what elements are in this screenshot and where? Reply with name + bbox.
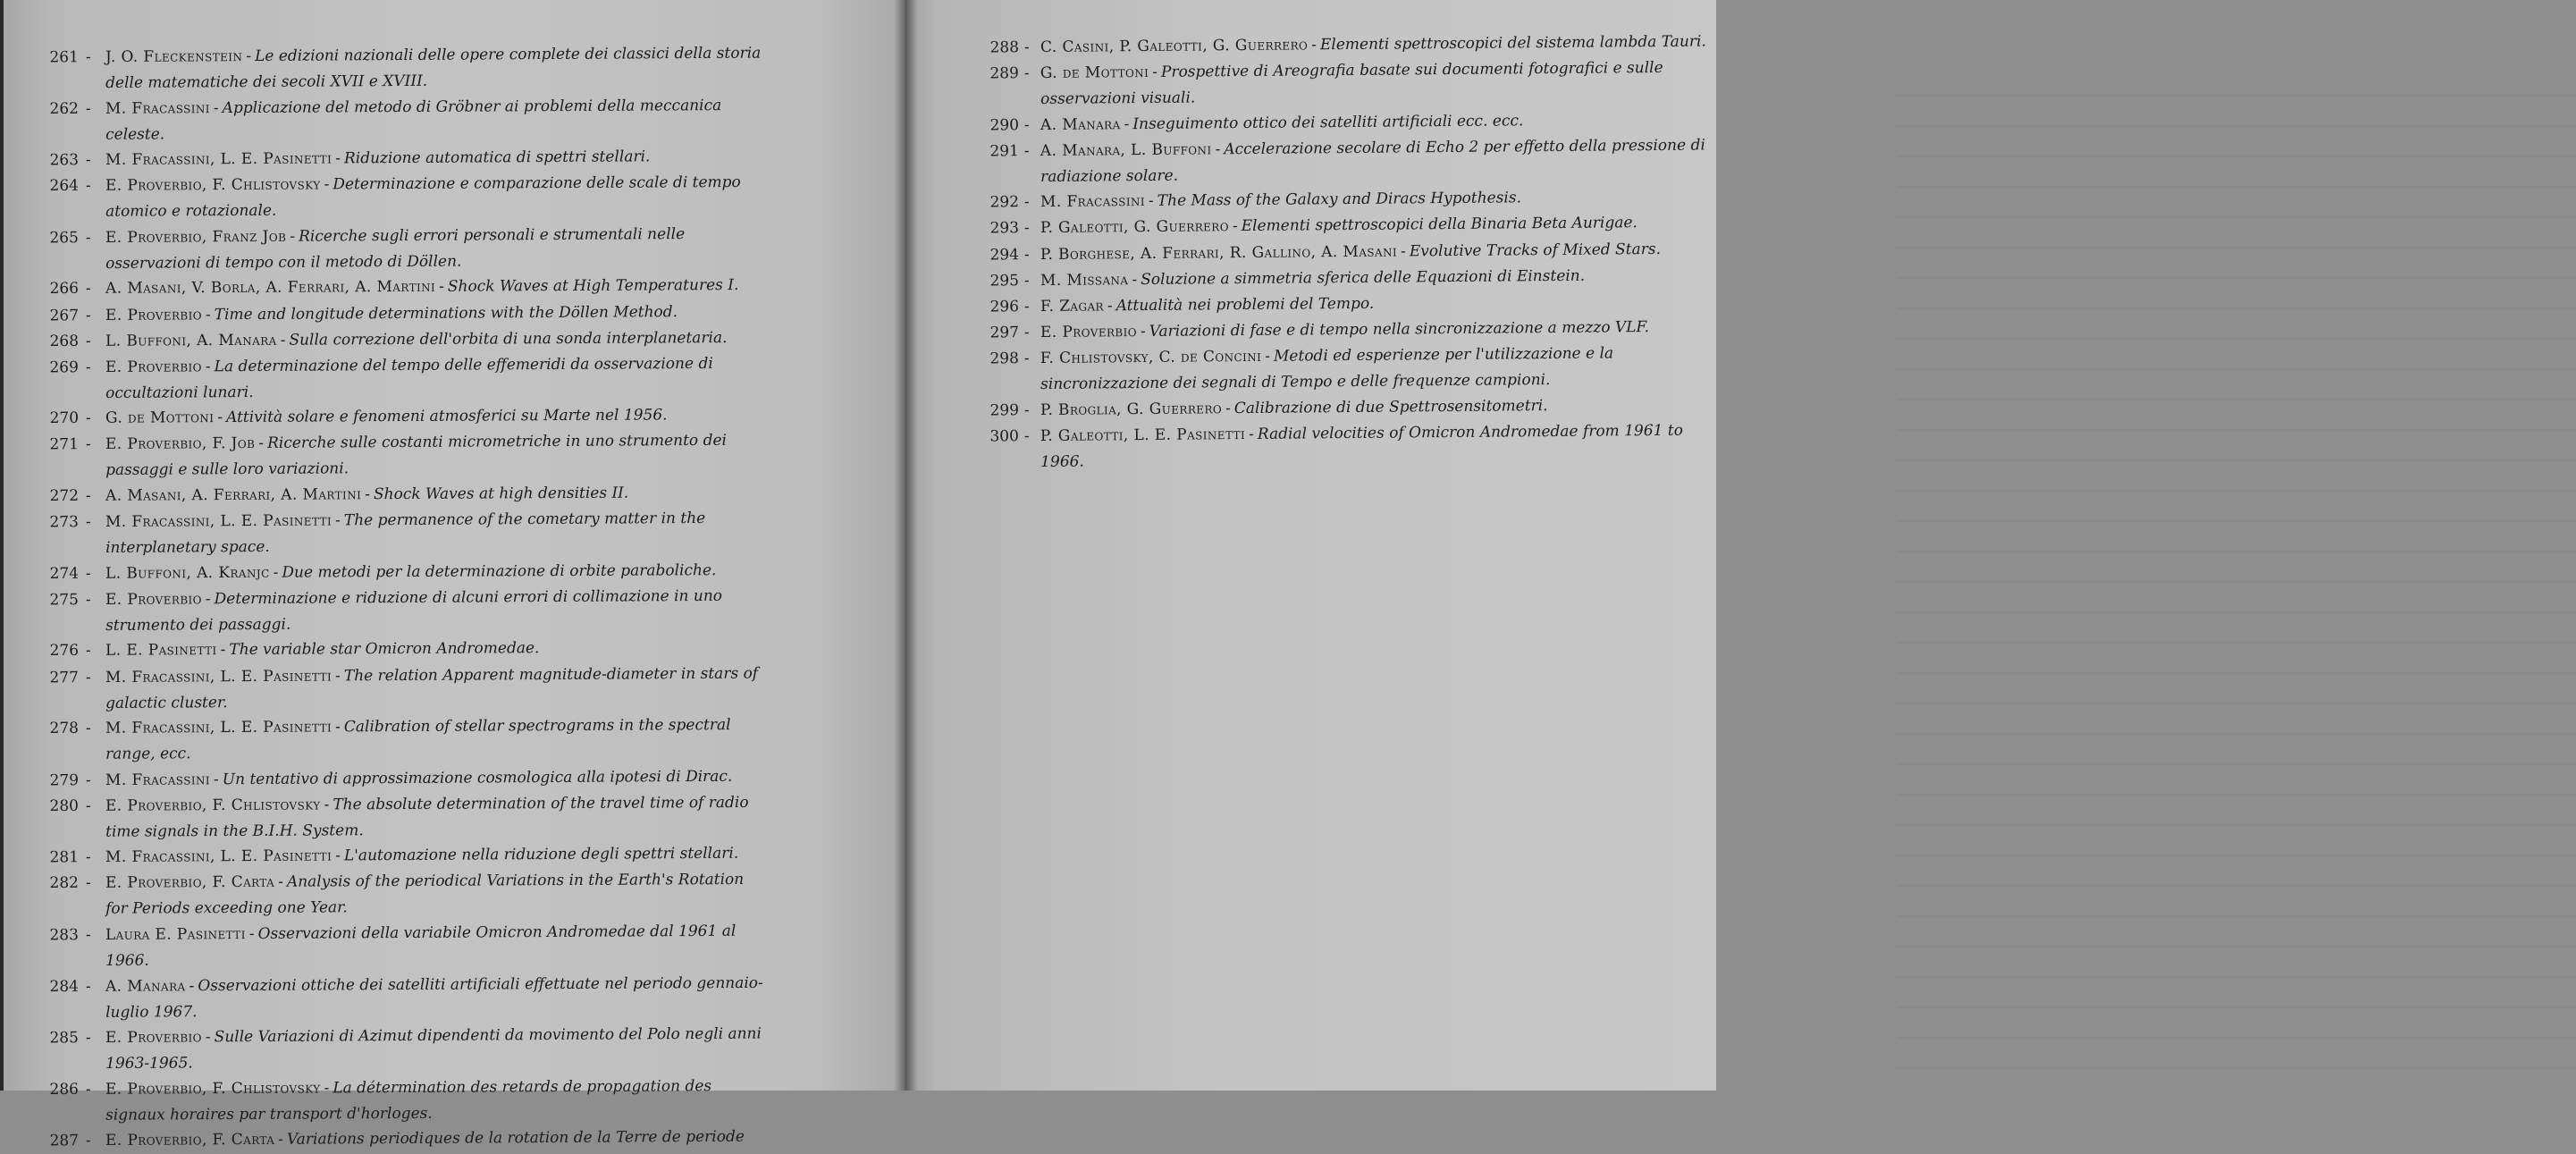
entry-authors: M. Fracassini, L. E. Pasinetti bbox=[105, 149, 333, 170]
entry-dash: - bbox=[1023, 400, 1030, 419]
list-item bbox=[32, 1125, 765, 1154]
entry-title: The permanence of the cometary matter in the interplanetary space. bbox=[105, 510, 706, 557]
entry-title: Soluzione a simmetria sferica delle Equazioni di Einstein. bbox=[1141, 266, 1586, 289]
entry-dash: - bbox=[85, 99, 91, 118]
list-item bbox=[32, 1022, 765, 1077]
entry-authors: P. Galeotti, L. E. Pasinetti bbox=[1040, 425, 1246, 445]
bleed-through-text bbox=[1897, 72, 2576, 1073]
entry-dash: - bbox=[85, 848, 91, 867]
entry-dash: - bbox=[1023, 219, 1030, 238]
entry-title: The variable star Omicron Andromedae. bbox=[229, 639, 540, 660]
list-item bbox=[32, 325, 765, 355]
entry-authors: L. E. Pasinetti bbox=[105, 641, 217, 661]
list-item bbox=[32, 971, 765, 1025]
list-item bbox=[32, 428, 765, 484]
entry-separator: - bbox=[280, 331, 286, 350]
entry-title: Attualità nei problemi del Tempo. bbox=[1115, 294, 1375, 316]
entry-dash: - bbox=[1023, 115, 1030, 134]
entry-title: Radial velocities of Omicron Andromedae from 1961 to 1966. bbox=[1040, 421, 1683, 471]
list-item bbox=[32, 841, 765, 872]
entry-number: 271 bbox=[49, 435, 79, 454]
entry-title: La determinazione del tempo delle effemeridi da osservazione di occultazioni lunari. bbox=[105, 354, 713, 402]
entry-authors: M. Fracassini, L. E. Pasinetti bbox=[105, 666, 333, 687]
list-item bbox=[32, 480, 765, 510]
entry-number: 269 bbox=[49, 358, 79, 377]
entry-dash: - bbox=[1023, 141, 1030, 160]
entry-authors: M. Fracassini bbox=[105, 98, 210, 118]
entry-number: 299 bbox=[989, 400, 1020, 420]
entry-separator: - bbox=[248, 925, 255, 944]
entry-title: Time and longitude determinations with the Döllen Method. bbox=[214, 302, 678, 324]
list-item bbox=[985, 417, 1709, 475]
entry-number: 295 bbox=[989, 271, 1020, 291]
entry-number: 266 bbox=[49, 280, 80, 299]
entry-dash: - bbox=[85, 590, 91, 609]
entry-dash: - bbox=[85, 435, 91, 454]
entry-dash: - bbox=[1023, 245, 1030, 264]
entry-authors: M. Fracassini bbox=[1040, 192, 1146, 212]
book-gutter bbox=[894, 0, 917, 1091]
entry-separator: - bbox=[205, 358, 211, 376]
entry-title: Elementi spettroscopici della Binaria Beta Aurigae. bbox=[1241, 214, 1637, 236]
entry-title: Osservazioni della variabile Omicron Andromedae dal 1961 al 1966. bbox=[105, 922, 737, 970]
list-item bbox=[32, 661, 765, 716]
entry-authors: E. Proverbio, F. Chlistovsky bbox=[105, 1079, 321, 1099]
entry-title: Calibration of stellar spectrograms in the spectral range, ecc. bbox=[105, 716, 731, 763]
entry-authors: A. Manara bbox=[1040, 114, 1121, 134]
entry-dash: - bbox=[85, 719, 91, 737]
entry-dash: - bbox=[1023, 426, 1030, 445]
entry-title: Attività solare e fenomeni atmosferici su Marte nel 1956. bbox=[226, 406, 668, 427]
entry-dash: - bbox=[85, 1080, 91, 1099]
list-item bbox=[32, 92, 765, 147]
entry-authors: A. Manara, L. Buffoni bbox=[1040, 140, 1212, 160]
list-item bbox=[32, 402, 765, 432]
entry-separator: - bbox=[1140, 322, 1146, 341]
entry-separator: - bbox=[335, 847, 341, 865]
entry-dash: - bbox=[1023, 271, 1030, 290]
entry-dash: - bbox=[85, 977, 91, 996]
list-item bbox=[32, 299, 765, 329]
list-item bbox=[32, 1074, 765, 1128]
entry-dash: - bbox=[85, 1132, 91, 1150]
entry-title: Evolutive Tracks of Mixed Stars. bbox=[1409, 240, 1662, 260]
entry-dash: - bbox=[85, 358, 91, 376]
entry-number: 270 bbox=[49, 409, 80, 428]
entry-authors: G. de Mottoni bbox=[105, 409, 215, 428]
entry-authors: G. de Mottoni bbox=[1040, 63, 1149, 83]
list-item bbox=[32, 635, 765, 664]
entry-dash: - bbox=[85, 48, 91, 67]
entry-separator: - bbox=[324, 175, 330, 194]
entry-number: 265 bbox=[49, 229, 79, 248]
entry-number: 264 bbox=[49, 177, 79, 196]
entry-number: 282 bbox=[49, 874, 79, 893]
entry-separator: - bbox=[1107, 297, 1113, 316]
entry-title: Shock Waves at High Temperatures I. bbox=[447, 276, 739, 297]
entry-title: Accelerazione secolare di Echo 2 per effetto della pressione di radiazione solare. bbox=[1040, 136, 1705, 186]
entry-dash: - bbox=[1023, 64, 1030, 83]
entry-title: Metodi ed esperienze per l'utilizzazione e la sincronizzazione dei segnali di Tempo e delle frequenze campioni. bbox=[1040, 344, 1614, 393]
entry-number: 278 bbox=[49, 719, 79, 738]
entry-number: 279 bbox=[49, 771, 80, 790]
right-publication-list bbox=[985, 32, 1716, 472]
list-item bbox=[32, 712, 765, 767]
entry-dash: - bbox=[85, 874, 91, 893]
entry-dash: - bbox=[85, 926, 91, 945]
entry-authors: M. Fracassini, L. E. Pasinetti bbox=[105, 511, 333, 532]
list-item bbox=[32, 144, 765, 174]
list-item bbox=[32, 763, 765, 794]
entry-separator: - bbox=[258, 434, 265, 453]
entry-authors: M. Fracassini, L. E. Pasinetti bbox=[105, 718, 333, 737]
list-item bbox=[32, 170, 765, 224]
entry-number: 273 bbox=[49, 513, 79, 532]
entry-number: 286 bbox=[49, 1080, 79, 1099]
entry-title: L'automazione nella riduzione degli spettri stellari. bbox=[343, 845, 739, 865]
entry-separator: - bbox=[365, 485, 371, 504]
entry-authors: E. Proverbio bbox=[105, 305, 203, 324]
entry-number: 294 bbox=[989, 245, 1020, 265]
entry-separator: - bbox=[217, 409, 223, 427]
entry-separator: - bbox=[278, 1131, 284, 1150]
entry-number: 293 bbox=[989, 219, 1020, 238]
entry-dash: - bbox=[85, 564, 91, 583]
entry-separator: - bbox=[335, 149, 341, 168]
entry-authors: E. Proverbio, F. Chlistovsky bbox=[105, 175, 321, 195]
left-publication-list bbox=[32, 43, 905, 1152]
list-item bbox=[32, 583, 765, 638]
entry-title: Determinazione e comparazione delle scale di tempo atomico e rotazionale. bbox=[105, 173, 741, 221]
entry-number: 268 bbox=[49, 332, 80, 350]
entry-separator: - bbox=[324, 1079, 330, 1098]
entry-dash: - bbox=[85, 668, 91, 687]
entry-number: 289 bbox=[989, 64, 1019, 83]
entry-separator: - bbox=[335, 511, 341, 530]
entry-title: The relation Apparent magnitude-diameter in stars of galactic cluster. bbox=[105, 664, 759, 712]
entry-separator: - bbox=[1232, 217, 1238, 236]
entry-separator: - bbox=[273, 563, 279, 582]
entry-number: 263 bbox=[49, 151, 80, 170]
list-item bbox=[32, 919, 765, 974]
entry-separator: - bbox=[205, 1028, 211, 1047]
entry-authors: F. Chlistovsky, C. de Concini bbox=[1040, 347, 1262, 367]
entry-authors: A. Masani, V. Borla, A. Ferrari, A. Martini bbox=[105, 278, 436, 299]
entry-separator: - bbox=[290, 227, 296, 246]
list-item bbox=[985, 340, 1709, 397]
entry-number: 292 bbox=[989, 193, 1020, 212]
entry-dash: - bbox=[85, 332, 91, 350]
entry-separator: - bbox=[1225, 399, 1231, 417]
entry-number: 262 bbox=[49, 99, 79, 118]
entry-separator: - bbox=[1152, 63, 1158, 81]
entry-separator: - bbox=[1148, 192, 1154, 211]
entry-number: 267 bbox=[49, 306, 80, 324]
entry-number: 275 bbox=[49, 590, 79, 610]
entry-authors: E. Proverbio, F. Carta bbox=[105, 873, 275, 893]
entry-separator: - bbox=[1401, 241, 1406, 261]
entry-dash: - bbox=[85, 177, 91, 196]
entry-title: Ricerche sugli errori personali e strumentali nelle osservazioni di tempo con il metodo di Döllen. bbox=[105, 224, 686, 273]
entry-separator: - bbox=[335, 666, 341, 685]
page-edge-shadow bbox=[0, 0, 4, 1091]
left-page bbox=[0, 0, 905, 1150]
entry-number: 274 bbox=[49, 564, 80, 583]
entry-number: 281 bbox=[49, 848, 80, 867]
entry-title: Calibrazione di due Spettrosensitometri. bbox=[1233, 396, 1548, 417]
entry-authors: M. Missana bbox=[1040, 270, 1129, 290]
entry-separator: - bbox=[213, 770, 219, 788]
entry-title: Sulla correzione dell'orbita di una sonda interplanetaria. bbox=[289, 328, 728, 350]
entry-title: Applicazione del metodo di Gröbner ai problemi della meccanica celeste. bbox=[105, 96, 722, 143]
entry-separator: - bbox=[205, 305, 211, 324]
entry-dash: - bbox=[1023, 38, 1030, 57]
list-item bbox=[32, 506, 765, 561]
entry-title: Determinazione e riduzione di alcuni errori di collimazione in uno strumento dei passaggi. bbox=[105, 586, 723, 635]
entry-number: 280 bbox=[49, 796, 79, 815]
entry-number: 298 bbox=[989, 350, 1019, 368]
entry-number: 287 bbox=[49, 1132, 80, 1150]
entry-title: Un tentativo di approssimazione cosmologica alla ipotesi di Dirac. bbox=[222, 767, 733, 788]
entry-authors: E. Proverbio, Franz Job bbox=[105, 227, 287, 247]
entry-authors: Laura E. Pasinetti bbox=[105, 925, 246, 945]
entry-title: Riduzione automatica di spettri stellari. bbox=[343, 147, 651, 168]
entry-dash: - bbox=[85, 642, 91, 661]
list-item bbox=[32, 790, 765, 845]
entry-number: 276 bbox=[49, 642, 80, 661]
entry-title: Ricerche sulle costanti micrometriche in uno strumento dei passaggi e sulle loro variazioni. bbox=[105, 432, 727, 479]
entry-authors: L. Buffoni, A. Manara bbox=[105, 331, 277, 350]
entry-authors: E. Proverbio bbox=[105, 358, 202, 376]
entry-title: Le edizioni nazionali delle opere complete dei classici della storia delle matematiche dei secoli XVII e XVIII. bbox=[105, 44, 762, 92]
entry-title: Inseguimento ottico dei satelliti artificiali ecc. ecc. bbox=[1132, 111, 1524, 133]
entry-title: Shock Waves at high densities II. bbox=[373, 484, 629, 504]
entry-title: Analysis of the periodical Variations in the Earth's Rotation for Periods exceeding one Year. bbox=[105, 871, 745, 918]
entry-separator: - bbox=[205, 590, 211, 609]
entry-dash: - bbox=[85, 771, 91, 789]
entry-title: La détermination des retards de propagation des signaux horaires par transport d'horloges. bbox=[105, 1077, 712, 1125]
entry-number: 277 bbox=[49, 668, 79, 687]
entry-authors: E. Proverbio, F. Job bbox=[105, 434, 256, 454]
list-item bbox=[32, 40, 765, 96]
entry-separator: - bbox=[246, 47, 252, 66]
entry-dash: - bbox=[85, 228, 91, 248]
entry-separator: - bbox=[189, 976, 195, 995]
entry-dash: - bbox=[85, 409, 91, 428]
entry-dash: - bbox=[1023, 350, 1030, 368]
entry-number: 285 bbox=[49, 1029, 79, 1048]
entry-authors: M. Fracassini, L. E. Pasinetti bbox=[105, 847, 333, 867]
entry-separator: - bbox=[278, 873, 283, 892]
entry-title: Osservazioni ottiche dei satelliti artificiali effettuate nel periodo gennaio-luglio 1967. bbox=[105, 973, 763, 1021]
entry-number: 261 bbox=[49, 48, 79, 67]
entry-dash: - bbox=[1023, 297, 1030, 316]
list-item bbox=[32, 867, 765, 922]
entry-separator: - bbox=[1215, 140, 1221, 159]
entry-authors: A. Manara bbox=[105, 976, 186, 996]
entry-dash: - bbox=[1023, 323, 1030, 341]
entry-separator: - bbox=[1124, 114, 1130, 133]
entry-authors: E. Proverbio, F. Chlistovsky bbox=[105, 796, 321, 815]
entry-number: 291 bbox=[989, 141, 1019, 161]
entry-number: 284 bbox=[49, 977, 79, 996]
entry-number: 296 bbox=[989, 297, 1020, 316]
entry-authors: E. Proverbio, F. Carta bbox=[105, 1131, 275, 1150]
entry-number: 290 bbox=[989, 115, 1020, 135]
entry-number: 288 bbox=[989, 38, 1020, 57]
entry-number: 297 bbox=[989, 324, 1020, 342]
entry-title: Variations periodiques de la rotation de la Terre de periode bbox=[286, 1128, 745, 1150]
entry-title: Due metodi per la determinazione di orbite paraboliche. bbox=[282, 560, 717, 582]
entry-title: The Mass of the Galaxy and Diracs Hypothesis. bbox=[1157, 189, 1522, 211]
entry-authors: M. Fracassini bbox=[105, 770, 211, 789]
entry-separator: - bbox=[335, 718, 341, 737]
list-item bbox=[32, 558, 765, 587]
entry-authors: J. O. Fleckenstein bbox=[105, 47, 243, 67]
entry-separator: - bbox=[1311, 36, 1317, 55]
list-item bbox=[985, 55, 1709, 113]
entry-authors: P. Broglia, G. Guerrero bbox=[1040, 399, 1223, 419]
list-item bbox=[985, 132, 1709, 190]
entry-authors: F. Zagar bbox=[1040, 297, 1105, 316]
entry-title: Sulle Variazioni di Azimut dipendenti da movimento del Polo negli anni 1963-1965. bbox=[105, 1024, 762, 1073]
right-page bbox=[905, 0, 1716, 1091]
entry-authors: A. Masani, A. Ferrari, A. Martini bbox=[105, 485, 362, 505]
entry-dash: - bbox=[85, 486, 91, 505]
entry-number: 283 bbox=[49, 926, 79, 945]
entry-authors: P. Galeotti, G. Guerrero bbox=[1040, 217, 1230, 238]
list-item bbox=[32, 350, 765, 406]
entry-number: 272 bbox=[49, 486, 80, 506]
entry-title: Prospettive di Areografia basate sui documenti fotografici e sulle osservazioni visuali. bbox=[1040, 59, 1663, 108]
entry-separator: - bbox=[439, 278, 444, 297]
entry-dash: - bbox=[85, 796, 91, 815]
entry-authors: C. Casini, P. Galeotti, G. Guerrero bbox=[1040, 36, 1309, 56]
entry-title: Elementi spettroscopici del sistema lambda Tauri. bbox=[1319, 32, 1706, 55]
entry-separator: - bbox=[1248, 425, 1254, 443]
entry-title: The absolute determination of the travel time of radio time signals in the B.I.H. System. bbox=[105, 793, 749, 840]
entry-authors: E. Proverbio bbox=[105, 590, 202, 609]
entry-authors: P. Borghese, A. Ferrari, R. Gallino, A. Masani bbox=[1040, 242, 1398, 264]
entry-authors: E. Proverbio bbox=[1040, 322, 1138, 341]
entry-separator: - bbox=[324, 796, 330, 814]
list-item bbox=[32, 273, 765, 302]
entry-title: Variazioni di fase e di tempo nella sincronizzazione a mezzo VLF. bbox=[1149, 317, 1650, 341]
entry-dash: - bbox=[85, 151, 91, 170]
entry-number: 300 bbox=[989, 426, 1019, 446]
entry-dash: - bbox=[85, 1029, 91, 1048]
entry-separator: - bbox=[1265, 347, 1271, 366]
entry-separator: - bbox=[1132, 270, 1138, 289]
entry-dash: - bbox=[85, 280, 91, 299]
entry-authors: E. Proverbio bbox=[105, 1028, 202, 1048]
entry-separator: - bbox=[220, 641, 226, 660]
entry-dash: - bbox=[1023, 193, 1030, 212]
entry-separator: - bbox=[213, 98, 219, 117]
entry-dash: - bbox=[85, 306, 91, 324]
entry-dash: - bbox=[85, 513, 91, 532]
entry-authors: L. Buffoni, A. Kranjc bbox=[105, 563, 270, 583]
list-item bbox=[32, 221, 765, 276]
